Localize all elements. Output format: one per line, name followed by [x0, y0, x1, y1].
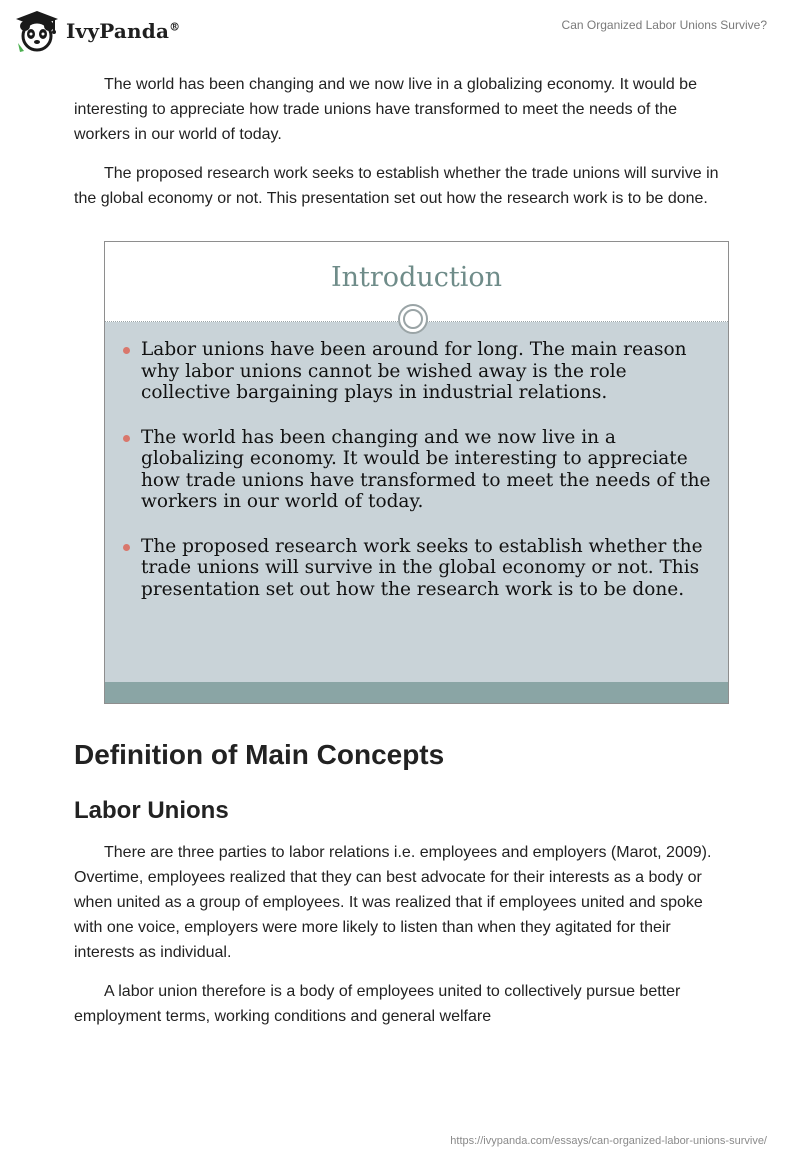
- article-body: [74, 72, 726, 1043]
- page-header: [0, 0, 800, 62]
- intro-paragraph-2: The proposed research work seeks to establish whether the trade unions will survive in the global economy or not. This presentation set out how the research work is to be done.: [74, 165, 719, 207]
- bullet-dot-icon: [123, 435, 130, 442]
- subsection-heading: Labor Unions: [74, 797, 229, 824]
- slide-bullet-list: [121, 339, 711, 623]
- bullet-dot-icon: [123, 347, 130, 354]
- footer-url-link[interactable]: https://ivypanda.com/essays/can-organized-labor-unions-survive/: [450, 1135, 767, 1147]
- section-heading: Definition of Main Concepts: [74, 739, 445, 770]
- document-title: Can Organized Labor Unions Survive?: [561, 18, 767, 32]
- slide-bullet: [121, 339, 711, 404]
- brand-name: IvyPanda®: [66, 19, 181, 43]
- slide-title: Introduction: [331, 262, 502, 293]
- slide-circle-ornament: [398, 304, 428, 334]
- panda-graduate-icon: [14, 9, 60, 53]
- section-paragraph-1: There are three parties to labor relations i.e. employees and employers (Marot, 2009). Overtime, employees realized that they can best advocate for their interests as a body or when united as a group of employees. It was realized that if employees united and spoke with one voice, employers were more likely to listen than when they agitated for their interests as individual.: [74, 844, 712, 961]
- presentation-slide: [104, 241, 729, 704]
- intro-paragraph-1: The world has been changing and we now live in a globalizing economy. It would be interesting to appreciate how trade unions have transformed to meet the needs of the workers in our world of today.: [74, 76, 697, 143]
- brand-logo[interactable]: [14, 9, 180, 53]
- slide-bottom-bar: [105, 682, 728, 703]
- slide-bullet: [121, 536, 711, 601]
- slide-bullet: [121, 427, 711, 513]
- slide-bullet-text: Labor unions have been around for long. The main reason why labor unions cannot be wished away is the role collective bargaining plays in industrial relations.: [141, 339, 687, 403]
- bullet-dot-icon: [123, 544, 130, 551]
- section-paragraph-2: A labor union therefore is a body of employees united to collectively pursue better employment terms, working conditions and general welfare: [74, 983, 681, 1025]
- slide-bullet-text: The world has been changing and we now live in a globalizing economy. It would be interesting to appreciate how trade unions have transformed to meet the needs of the workers in our world of today.: [141, 426, 711, 512]
- slide-bullet-text: The proposed research work seeks to establish whether the trade unions will survive in the global economy or not. This presentation set out how the research work is to be done.: [141, 535, 703, 600]
